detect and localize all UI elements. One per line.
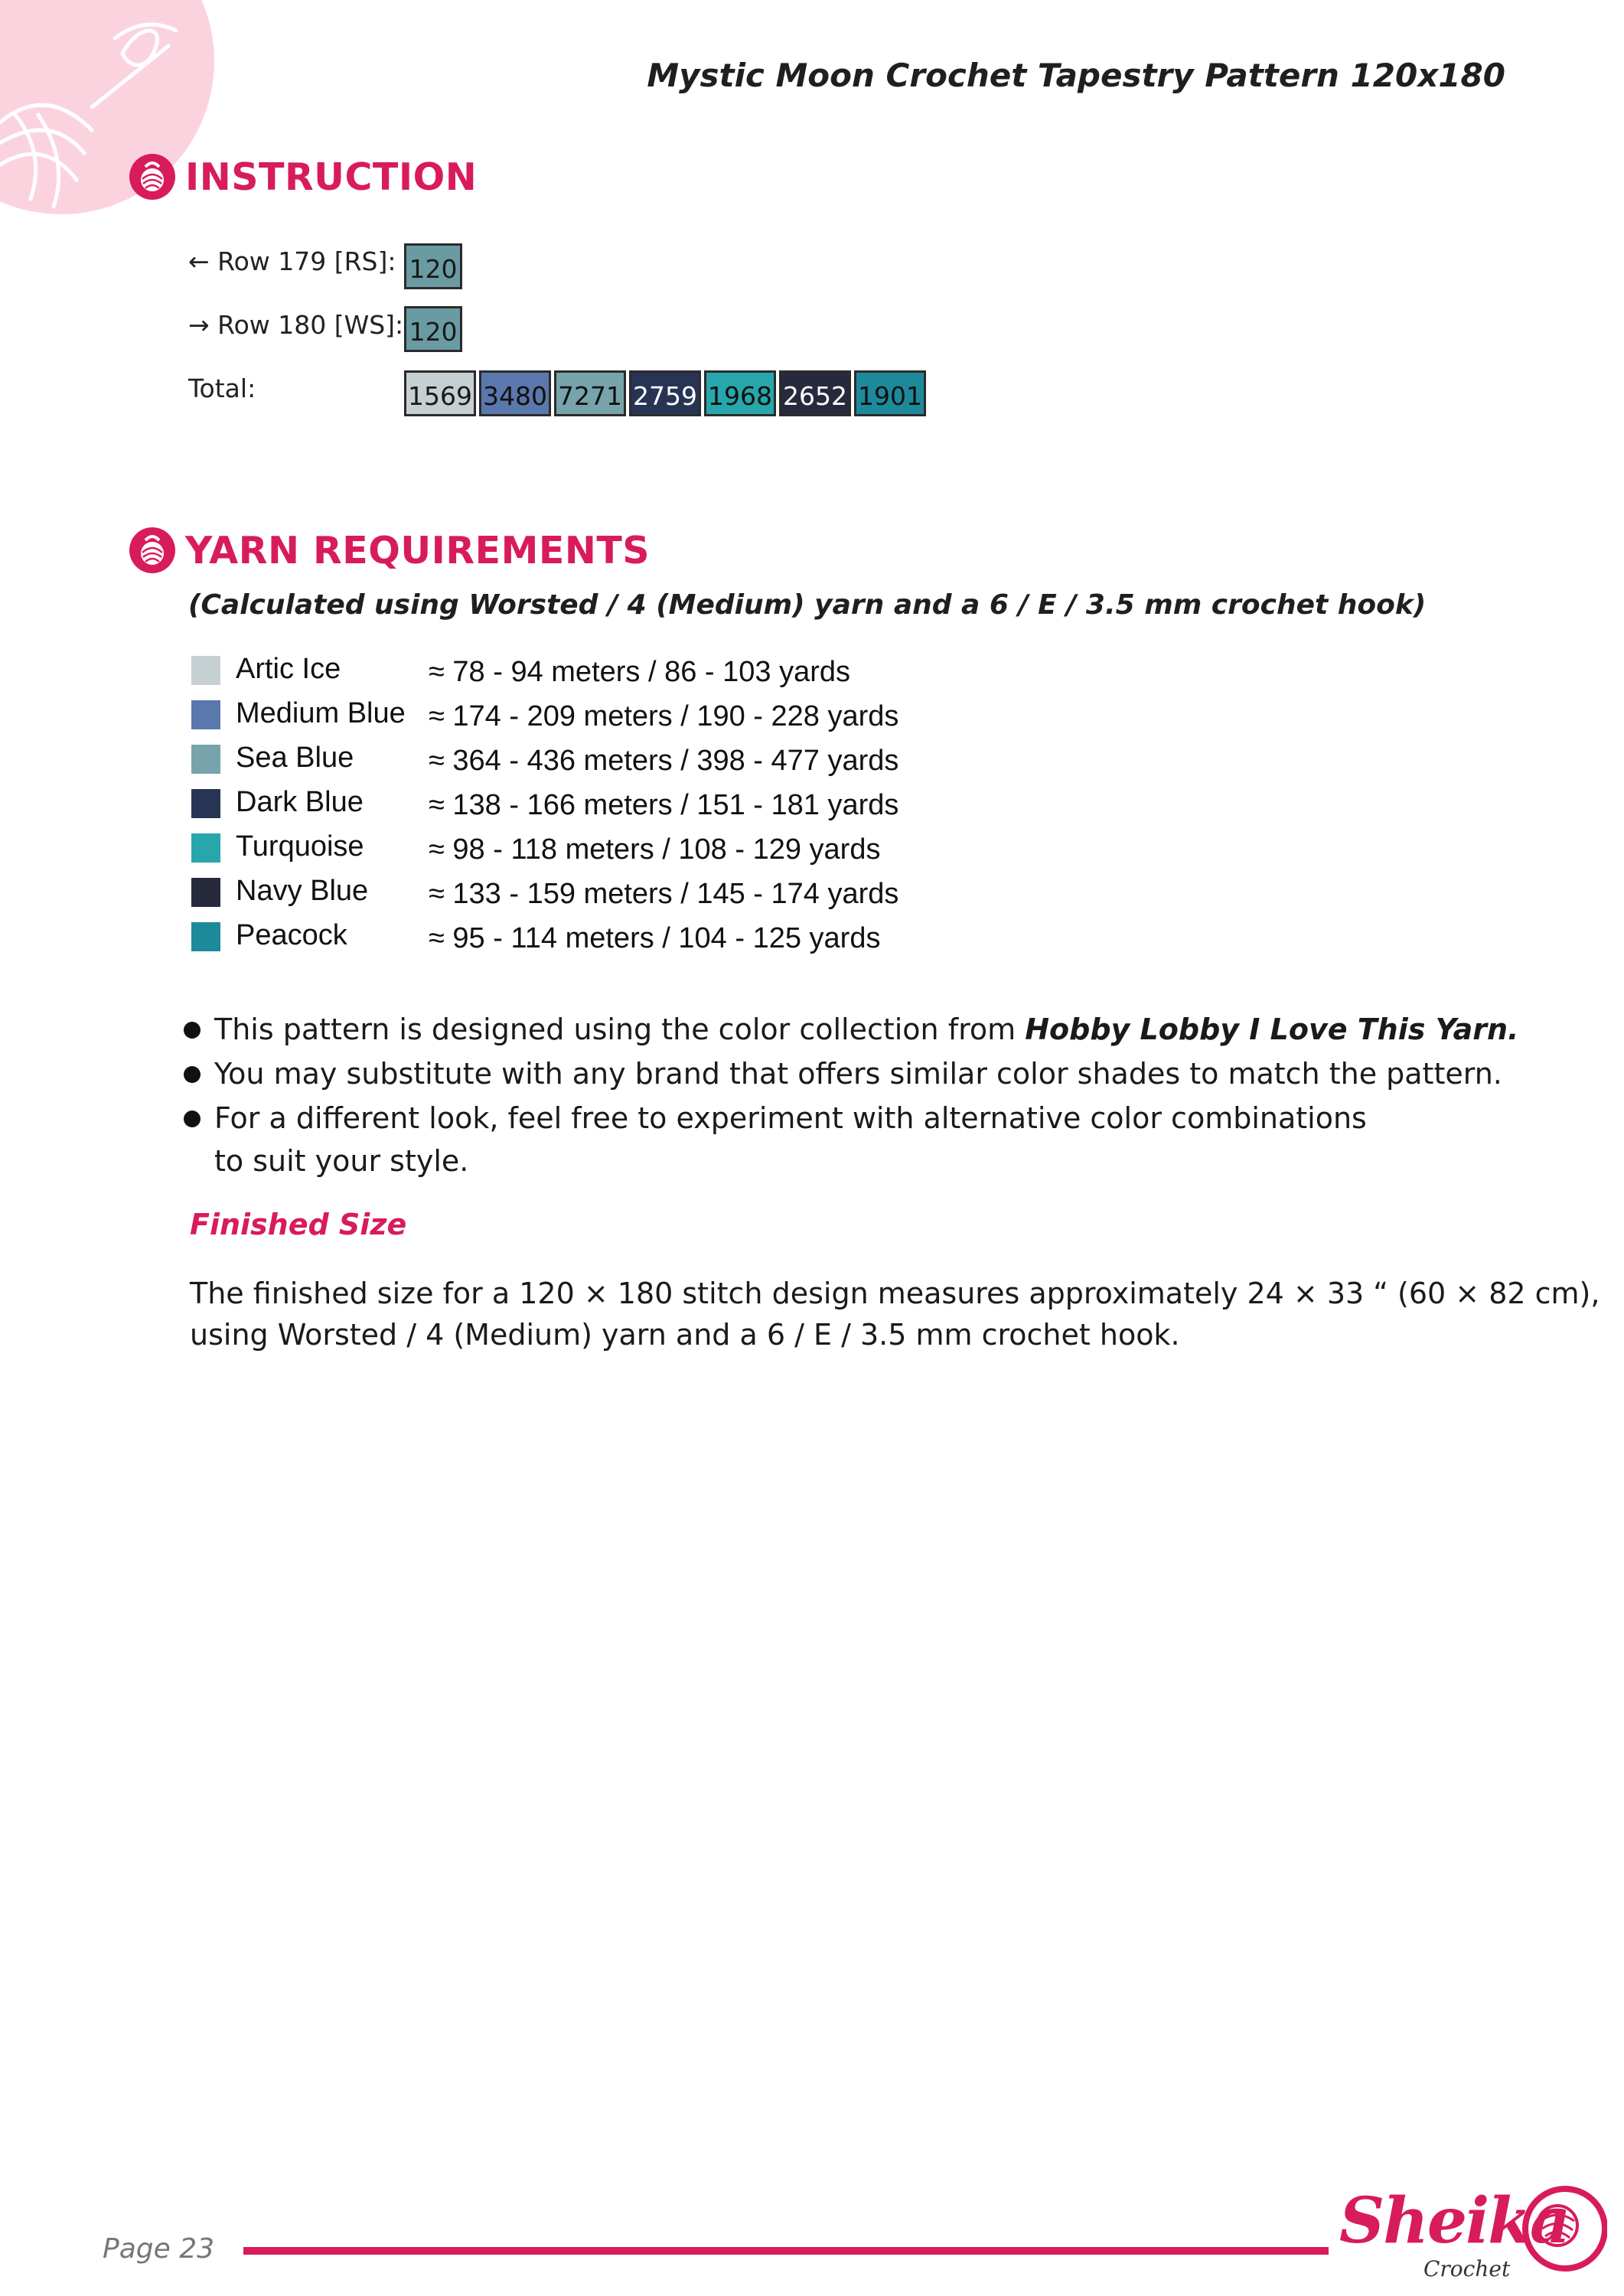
note-text: to suit your style. [214,1144,469,1178]
document-title: Mystic Moon Crochet Tapestry Pattern 120x180 [647,57,1505,94]
yarn-ball-icon [129,153,176,201]
total-stitch-count: 2759 [629,370,701,416]
instruction-heading [129,153,477,201]
yarn-amount: ≈ 364 - 436 meters / 398 - 477 yards [429,745,899,777]
yarn-name: Turquoise [236,830,364,863]
yarn-brand: Hobby Lobby I Love This Yarn. [1025,1013,1519,1046]
yarn-name: Sea Blue [236,742,354,774]
row-179-stitch-count: 120 [404,243,462,289]
yarn-amount: ≈ 174 - 209 meters / 190 - 228 yards [429,700,899,732]
total-stitch-count: 7271 [554,370,626,416]
yarn-color-swatch [191,833,220,863]
yarn-color-swatch [191,878,220,907]
total-stitch-count: 1901 [854,370,926,416]
yarn-name: Navy Blue [236,875,369,907]
yarn-ball-icon [129,527,176,574]
yarn-color-swatch [191,789,220,818]
yarn-requirements-heading [129,527,650,574]
yarn-color-swatch [191,922,220,951]
brand-logo [1339,2181,1615,2288]
total-stitch-count: 1968 [704,370,776,416]
logo-text: Sheika [1339,2184,1570,2258]
page-number: Page 23 [103,2233,215,2265]
yarn-color-swatch [191,656,220,685]
row-179-label: ← Row 179 [RS]: [188,246,396,276]
yarn-amount: ≈ 133 - 159 meters / 145 - 174 yards [429,878,899,910]
yarn-calculation-note: (Calculated using Worsted / 4 (Medium) yarn and a 6 / E / 3.5 mm crochet hook) [188,589,1427,621]
yarn-name: Medium Blue [236,697,406,729]
footer-divider [243,2247,1329,2255]
yarn-amount: ≈ 95 - 114 meters / 104 - 125 yards [429,922,881,954]
yarn-name: Peacock [236,919,347,951]
finished-size-heading: Finished Size [190,1208,407,1241]
instruction-heading-text: INSTRUCTION [185,155,478,199]
yarn-name: Artic Ice [236,653,341,685]
yarn-color-swatch [191,700,220,729]
total-stitch-count: 2652 [779,370,851,416]
finished-size-text: The finished size for a 120 × 180 stitch design measures approximately 24 × 33 “ (60 × 82 cm), [190,1277,1600,1310]
row-180-stitch-count: 120 [404,306,462,352]
yarn-amount: ≈ 78 - 94 meters / 86 - 103 yards [429,656,850,688]
note-text: You may substitute with any brand that offers similar color shades to match the pattern. [214,1057,1502,1091]
note-text-part: This pattern is designed using the color collection from [214,1013,1026,1046]
yarn-amount: ≈ 98 - 118 meters / 108 - 129 yards [429,833,881,866]
bullet-dot [184,1066,201,1083]
note-text: For a different look, feel free to experiment with alternative color combinations [214,1101,1367,1135]
yarn-requirements-heading-text: YARN REQUIREMENTS [185,528,651,572]
total-stitch-count: 3480 [479,370,551,416]
bullet-dot [184,1022,201,1039]
yarn-amount: ≈ 138 - 166 meters / 151 - 181 yards [429,789,899,821]
finished-size-text: using Worsted / 4 (Medium) yarn and a 6 / E / 3.5 mm crochet hook. [190,1318,1180,1352]
logo-subtext: Crochet [1423,2256,1511,2281]
note-text [214,1008,1518,1051]
row-180-label: → Row 180 [WS]: [188,310,404,340]
yarn-color-swatch [191,745,220,774]
bullet-dot [184,1110,201,1127]
yarn-name: Dark Blue [236,786,364,818]
total-stitch-count: 1569 [404,370,476,416]
total-label: Total: [188,373,256,403]
